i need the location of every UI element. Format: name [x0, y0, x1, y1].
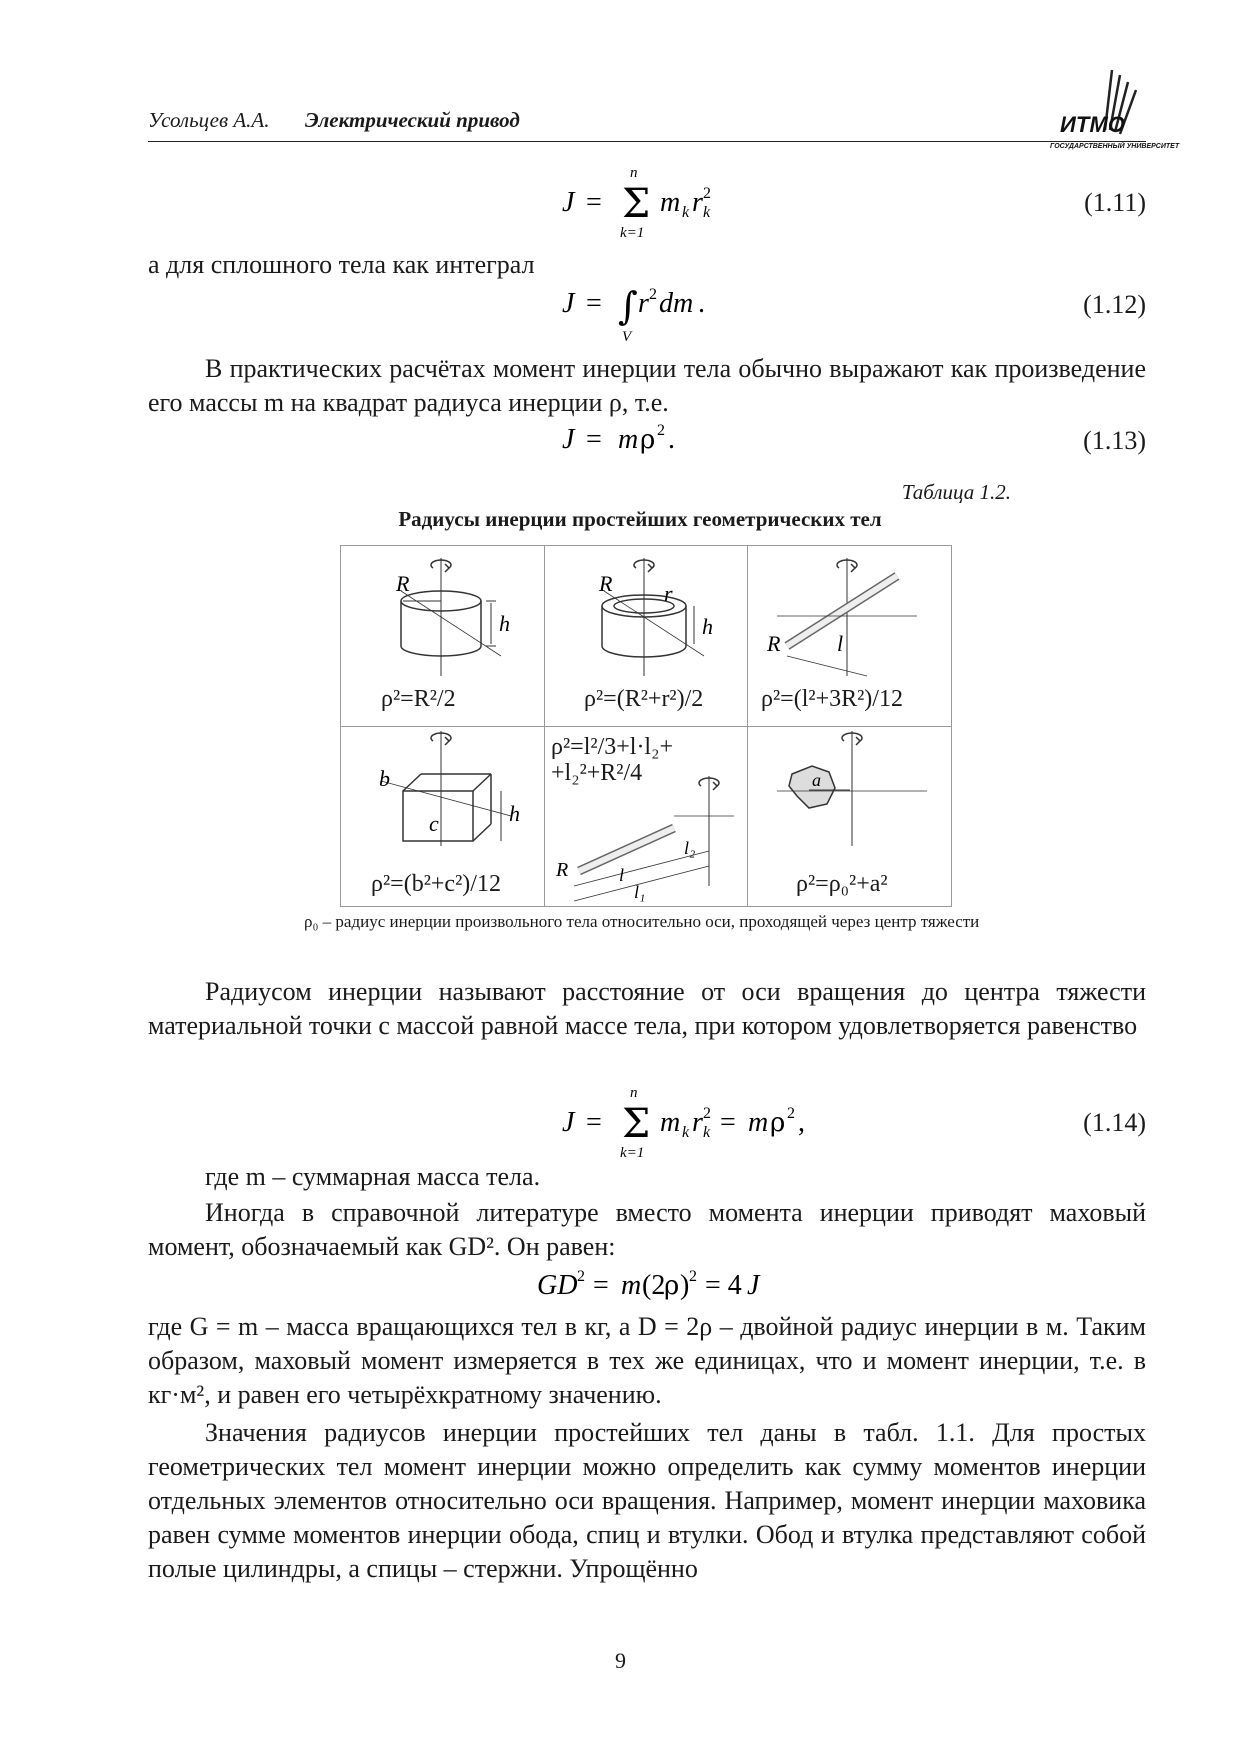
svg-text:GD: GD [537, 1270, 578, 1301]
svg-text:l₁: l₁ [634, 882, 646, 902]
svg-text:R: R [599, 571, 613, 596]
inertia-radius-table [340, 545, 952, 907]
logo-text: ИТМО [1060, 112, 1125, 137]
equation-1-12 [560, 275, 720, 345]
page-number: 9 [615, 1648, 626, 1673]
svg-text:=: = [586, 1107, 602, 1138]
svg-text:): ) [680, 1270, 690, 1301]
svg-text:n: n [630, 165, 638, 181]
paragraph-gd2-explanation: где G = m – масса вращающихся тел в кг, а D = 2ρ – двойной радиус инерции в м. Таким образом, маховый момент измеряется в тех же единицах, что и момент инерции, т.е. в кг·м², и равен его четырёхкратному значению. [148, 1312, 1146, 1409]
svg-text:.: . [698, 288, 705, 319]
svg-text:R: R [396, 571, 410, 596]
itmo-logo [1050, 70, 1180, 160]
table-caption-number: Таблица 1.2. [901, 480, 1011, 504]
svg-text:m: m [748, 1107, 769, 1138]
svg-text:r: r [638, 288, 649, 319]
equation-number-1-14: (1.14) [1083, 1108, 1146, 1137]
hollow-cylinder-figure [544, 546, 747, 686]
svg-text:b: b [379, 766, 390, 791]
svg-text:k: k [703, 204, 711, 221]
svg-text:k=1: k=1 [620, 1145, 645, 1161]
equation-gd2 [535, 1264, 785, 1308]
svg-text:∫: ∫ [618, 284, 638, 328]
svg-text:,: , [798, 1107, 805, 1138]
svg-text:ρ: ρ [664, 1271, 680, 1301]
svg-text:.: . [668, 424, 675, 455]
svg-text:=: = [586, 187, 602, 218]
svg-text:J: J [747, 1270, 760, 1301]
svg-text:k: k [682, 1124, 690, 1141]
svg-text:2: 2 [649, 286, 657, 303]
svg-text:c: c [429, 811, 439, 836]
svg-text:h: h [499, 611, 510, 636]
svg-text:2: 2 [577, 1268, 585, 1285]
table-caption-title: Радиусы инерции простейших геометрических тел [398, 507, 882, 531]
paragraph-practical: В практических расчётах момент инерции тела обычно выражают как произведение его массы m на квадрат радиуса инерции ρ, т.е. [148, 354, 1146, 417]
svg-text:Σ: Σ [622, 1101, 651, 1147]
svg-text:m: m [621, 1270, 642, 1301]
svg-text:m: m [660, 187, 681, 218]
offset-rod-figure [544, 776, 747, 906]
svg-text:r: r [664, 581, 673, 606]
svg-text:2: 2 [703, 1105, 711, 1122]
svg-text:V: V [622, 329, 632, 345]
svg-text:r: r [692, 187, 703, 218]
svg-text:k: k [703, 1124, 711, 1141]
svg-text:dm: dm [659, 288, 694, 319]
table-cell-formula: ρ²=ρ₀²+a² [796, 871, 888, 897]
table-cell-formula: ρ²=R²/2 [381, 686, 456, 712]
svg-text:=: = [720, 1107, 736, 1138]
header-rule [148, 141, 1146, 142]
paragraph-total-mass: где m – суммарная масса тела. [205, 1162, 541, 1191]
paragraph-simple-bodies: Значения радиусов инерции простейших тел даны в табл. 1.1. Для простых геометрических тел момент инерции можно определить как сумму моментов инерции отдельных элементов относительно оси вращения. Например, момент инерции маховика равен сумме моментов инерции обода, спиц и втулки. Обод и втулка представляют собой полые цилиндры, а спицы – стержни. Упрощённо [148, 1418, 1146, 1583]
paragraph-flywheel-moment: Иногда в справочной литературе вместо момента инерции приводят маховый момент, обозначаемый как GD². Он равен: [148, 1198, 1146, 1261]
solid-cylinder-figure [341, 546, 544, 686]
svg-text:a: a [812, 770, 821, 790]
svg-text:2: 2 [703, 185, 711, 202]
svg-text:r: r [692, 1107, 703, 1138]
svg-text:J: J [562, 288, 575, 319]
equation-number-1-13: (1.13) [1083, 426, 1146, 455]
svg-text:2: 2 [787, 1105, 795, 1122]
table-cell-formula: ρ²=(R²+r²)/2 [584, 686, 704, 712]
paragraph-radius-definition: Радиусом инерции называют расстояние от оси вращения до центра тяжести материальной точки с массой равной массе тела, при котором удовлетворяется равенство [148, 977, 1146, 1040]
table-cell-formula: ρ²=(l²+3R²)/12 [761, 686, 903, 712]
svg-text:l₂: l₂ [684, 838, 696, 858]
svg-text:2: 2 [689, 1268, 697, 1285]
paragraph-integral-intro: а для сплошного тела как интеграл [148, 250, 535, 279]
svg-text:ρ: ρ [640, 425, 656, 455]
svg-text:= 4: = 4 [705, 1270, 742, 1301]
svg-text:J: J [562, 187, 575, 218]
header-title: Электрический привод [305, 108, 520, 132]
svg-text:ρ: ρ [770, 1108, 786, 1138]
table-cell-formula: ρ²=(b²+c²)/12 [371, 871, 501, 897]
table-cell-formula: ρ²=l²/3+l·l₂+ +l₂²+R²/4 [551, 734, 674, 786]
logo-subtext: ГОСУДАРСТВЕННЫЙ УНИВЕРСИТЕТ [1050, 143, 1180, 150]
rod-figure [747, 546, 950, 686]
svg-text:h: h [702, 614, 713, 639]
svg-text:J: J [562, 1107, 575, 1138]
svg-text:n: n [630, 1085, 638, 1101]
table-note: ρ₀ – радиус инерции произвольного тела относительно оси, проходящей через центр тяжести [304, 912, 980, 931]
svg-text:=: = [586, 288, 602, 319]
equation-1-11 [560, 165, 760, 240]
equation-1-14 [560, 1085, 820, 1160]
equation-number-1-12: (1.12) [1083, 290, 1146, 319]
box-figure [341, 726, 544, 866]
svg-text:h: h [509, 801, 520, 826]
equation-number-1-11: (1.11) [1084, 188, 1146, 217]
svg-text:=: = [586, 424, 602, 455]
svg-text:k: k [682, 204, 690, 221]
arbitrary-body-figure [747, 726, 950, 866]
equation-1-13 [560, 418, 690, 462]
svg-text:Σ: Σ [622, 181, 651, 227]
svg-text:J: J [562, 424, 575, 455]
svg-text:m: m [660, 1107, 681, 1138]
svg-text:R: R [556, 859, 569, 881]
header-author: Усольцев А.А. [148, 108, 270, 132]
svg-text:k=1: k=1 [620, 225, 645, 241]
svg-text:(2: (2 [642, 1270, 666, 1301]
svg-text:=: = [593, 1270, 609, 1301]
svg-text:R: R [767, 631, 781, 656]
svg-text:m: m [618, 424, 639, 455]
svg-text:2: 2 [657, 422, 665, 439]
svg-text:l: l [619, 865, 625, 885]
svg-text:l: l [837, 631, 844, 656]
